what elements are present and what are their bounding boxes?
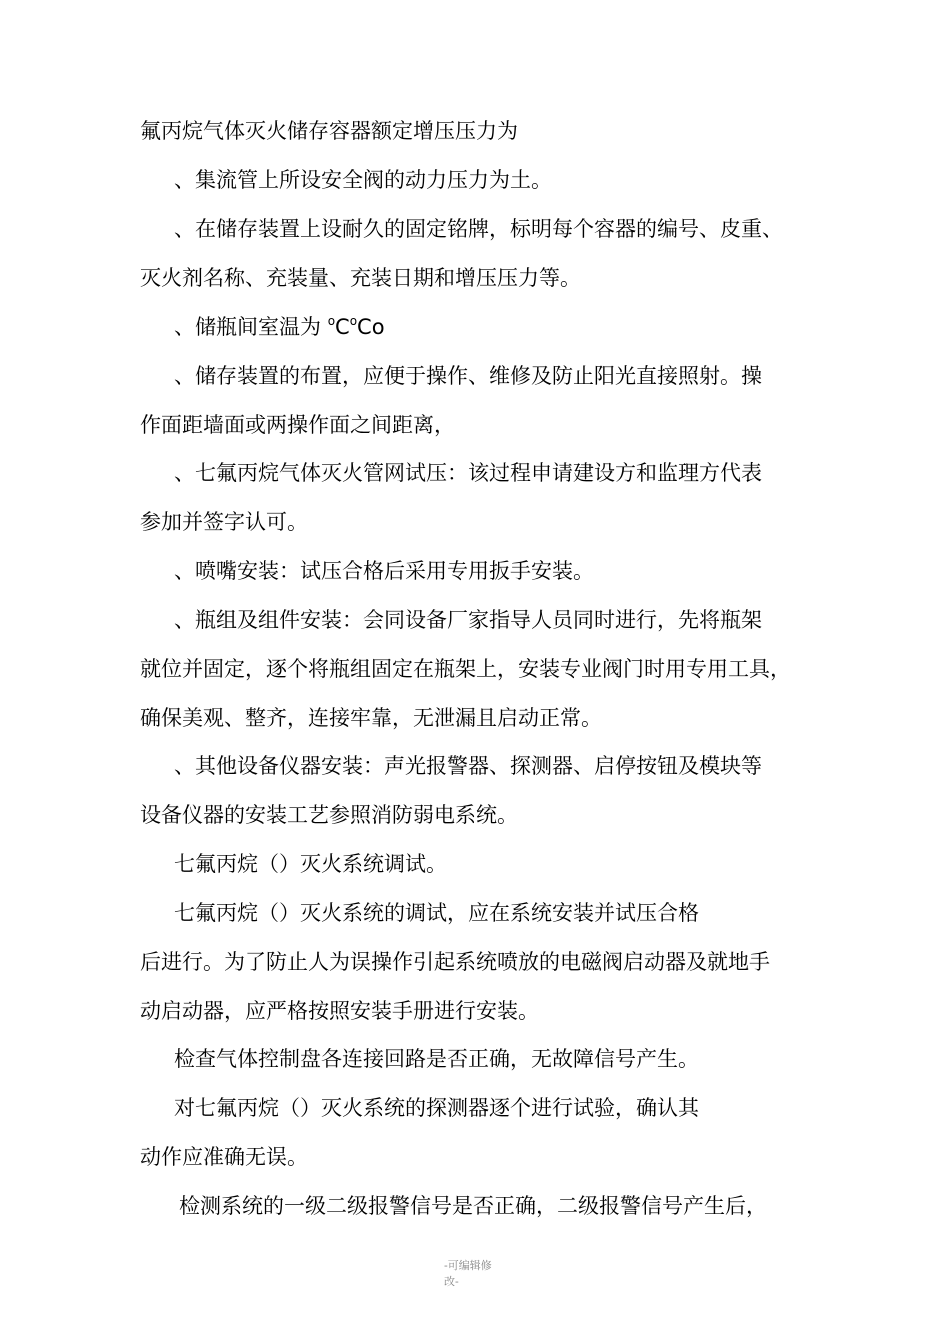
paragraph-line: 作面距墙面或两操作面之间距离， [140, 413, 455, 437]
temperature-unit: C [335, 315, 350, 339]
temperature-unit-end: Co [357, 315, 385, 339]
paragraph-line: 就位并固定，逐个将瓶组固定在瓶架上，安装专业阀门时用专用工具， [140, 657, 791, 681]
paragraph-line: 检测系统的一级二级报警信号是否正确，二级报警信号产生后， [179, 1194, 767, 1218]
paragraph-line: 对七氟丙烷（）灭火系统的探测器逐个进行试验，确认其 [174, 1096, 699, 1120]
section-heading: 七氟丙烷（）灭火系统调试。 [174, 852, 447, 876]
paragraph-line: 、储存装置的布置，应便于操作、维修及防止阳光直接照射。操 [174, 364, 762, 388]
paragraph-line: 后进行。为了防止人为误操作引起系统喷放的电磁阀启动器及就地手 [140, 950, 770, 974]
footer-line: 改- [444, 1275, 459, 1288]
paragraph-line: 、瓶组及组件安装：会同设备厂家指导人员同时进行，先将瓶架 [174, 608, 762, 632]
degree-symbol: o [349, 314, 358, 328]
footer-line: -可编辑修 [444, 1259, 492, 1272]
paragraph-line: 设备仪器的安装工艺参照消防弱电系统。 [140, 803, 518, 827]
paragraph-line: 、喷嘴安装：试压合格后采用专用扳手安装。 [174, 559, 594, 583]
paragraph-line: 动启动器，应严格按照安装手册进行安装。 [140, 999, 539, 1023]
paragraph-line: 、在储存装置上设耐久的固定铭牌，标明每个容器的编号、皮重、 [174, 217, 783, 241]
degree-symbol: o [327, 314, 336, 328]
paragraph-line: 、其他设备仪器安装：声光报警器、探测器、启停按钮及模块等 [174, 754, 762, 778]
paragraph-line: 、集流管上所设安全阀的动力压力为土。 [174, 168, 552, 192]
paragraph-line: 动作应准确无误。 [140, 1145, 308, 1169]
temperature-text: 、储瓶间室温为 [174, 315, 321, 339]
paragraph-line: 确保美观、整齐，连接牢靠，无泄漏且启动正常。 [140, 706, 602, 730]
paragraph-line: 灭火剂名称、充装量、充装日期和增压压力等。 [140, 266, 581, 290]
paragraph-line: 七氟丙烷（）灭火系统的调试，应在系统安装并试压合格 [174, 901, 699, 925]
paragraph-line: 参加并签字认可。 [140, 510, 308, 534]
paragraph-line: 、七氟丙烷气体灭火管网试压：该过程申请建设方和监理方代表 [174, 461, 762, 485]
page-footer [444, 1258, 514, 1290]
paragraph-line-temperature [174, 313, 385, 341]
paragraph-line: 检查气体控制盘各连接回路是否正确，无故障信号产生。 [174, 1047, 699, 1071]
paragraph-line: 氟丙烷气体灭火储存容器额定增压压力为 [140, 119, 518, 143]
